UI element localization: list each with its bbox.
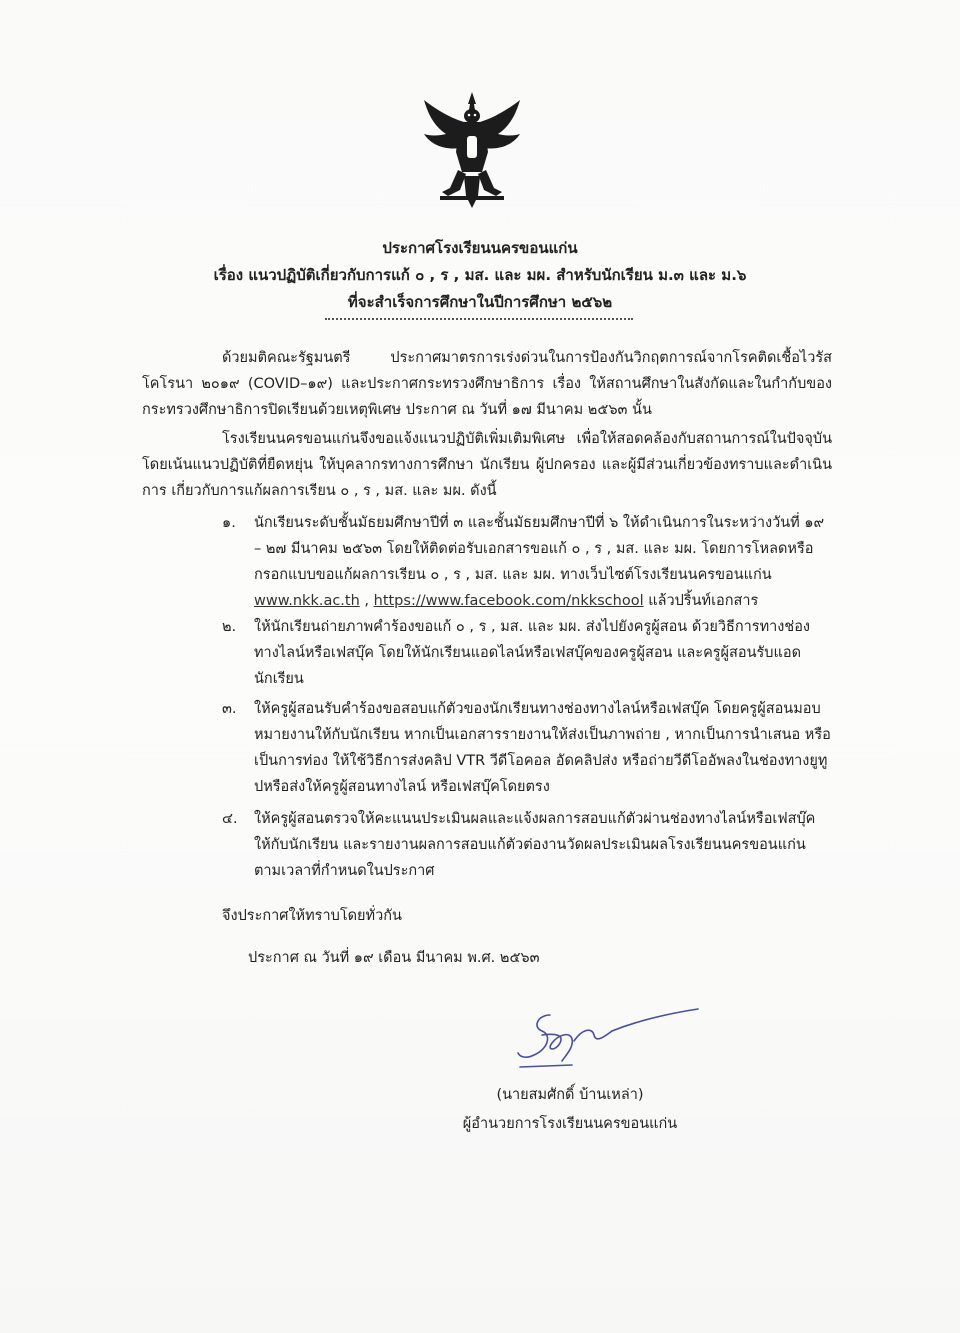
item-text: ให้ครูผู้สอนตรวจให้คะแนนประเมินผลและแจ้งผลการสอบแก้ตัวผ่านช่องทางไลน์หรือเฟสบุ๊คให้กับนักเรียน และรายงานผลการสอบแก้ตัวต่องานวัดผลประเมินผลโรงเรียนนครขอนแก่น ตามเวลาที่กำหนดในประกาศ <box>254 811 816 879</box>
facebook-page-link[interactable]: https://www.facebook.com/nkkschool <box>373 593 644 609</box>
signer-position: ผู้อำนวยการโรงเรียนนครขอนแก่น <box>462 1116 678 1132</box>
item-number: ๓. <box>222 701 237 717</box>
closing-statement: จึงประกาศให้ทราบโดยทั่วกัน <box>222 908 402 924</box>
announcement-subject-line2: ที่จะสำเร็จการศึกษาในปีการศึกษา ๒๕๖๒ <box>347 293 613 311</box>
dotted-divider <box>325 318 633 320</box>
item-number: ๔. <box>222 811 238 827</box>
item-suffix: แล้วปริ้นท์เอกสาร <box>643 593 759 609</box>
announcement-subject: เรื่อง แนวปฏิบัติเกี่ยวกับการแก้ ๐ , ร , มส. และ มผ. สำหรับนักเรียน ม.๓ และ ม.๖ <box>213 266 747 284</box>
link-separator: , <box>359 593 374 609</box>
announcement-title: ประกาศโรงเรียนนครขอนแก่น <box>382 239 578 257</box>
signer-name: (นายสมศักดิ์ บ้านเหล่า) <box>496 1087 644 1103</box>
second-paragraph: โรงเรียนนครขอนแก่นจึงขอแจ้งแนวปฏิบัติเพิ่มเติมพิเศษ เพื่อให้สอดคล้องกับสถานการณ์ในปัจจุบัน โดยเน้นแนวปฏิบัติที่ยืดหยุ่น ให้บุคลากรทางการศึกษา นักเรียน ผู้ปกครอง และผู้มีส่วนเกี่ยวข้องทราบและดำเนินการ เกี่ยวกับการแก้ผลการเรียน ๐ , ร , มส. และ มผ. ดังนี้ <box>142 431 832 499</box>
handwritten-signature <box>512 1005 702 1077</box>
intro-paragraph: ด้วยมติคณะรัฐมนตรี ประกาศมาตรการเร่งด่วนในการป้องกันวิกฤตการณ์จากโรคติดเชื้อไวรัสโคโรนา ๒๐๑๙ (COVID–๑๙) และประกาศกระทรวงศึกษาธิการ เรื่อง ให้สถานศึกษาในสังกัดและในกำกับของกระทรวงศึกษาธิการปิดเรียนด้วยเหตุพิเศษ ประกาศ ณ วันที่ ๑๗ มีนาคม ๒๕๖๓ นั้น <box>142 350 832 418</box>
guideline-item-3 <box>222 696 832 800</box>
guideline-item-2 <box>222 614 832 692</box>
announcement-date: ประกาศ ณ วันที่ ๑๙ เดือน มีนาคม พ.ศ. ๒๕๖๓ <box>248 950 540 966</box>
item-text: ให้นักเรียนถ่ายภาพคำร้องขอแก้ ๐ , ร , มส. และ มผ. ส่งไปยังครูผู้สอน ด้วยวิธีการทางช่องทางไลน์หรือเฟสบุ๊ค โดยให้นักเรียนแอดไลน์หรือเฟสบุ๊คของครูผู้สอน และครูผู้สอนรับแอดนักเรียน <box>254 619 810 687</box>
item-number: ๒. <box>222 619 237 635</box>
guideline-item-4 <box>222 806 832 884</box>
garuda-emblem-icon <box>420 92 524 208</box>
item-text: นักเรียนระดับชั้นมัธยมศึกษาปีที่ ๓ และชั้นมัธยมศึกษาปีที่ ๖ ให้ดำเนินการในระหว่างวันที่ ๑๙ – ๒๗ มีนาคม ๒๕๖๓ โดยให้ติดต่อรับเอกสารขอแก้ ๐ , ร , มส. และ มผ. โดยการโหลดหรือกรอกแบบขอแก้ผลการเรียน ๐ , ร , มส. และ มผ. ทางเว็บไซต์โรงเรียนนครขอนแก่น <box>254 515 825 583</box>
school-website-link[interactable]: www.nkk.ac.th <box>254 593 360 609</box>
item-text: ให้ครูผู้สอนรับคำร้องขอสอบแก้ตัวของนักเรียนทางช่องทางไลน์หรือเฟสบุ๊ค โดยครูผู้สอนมอบหมายงานให้กับนักเรียน หากเป็นเอกสารรายงานให้ส่งเป็นภาพถ่าย , หากเป็นการนำเสนอ หรือ เป็นการท่อง ให้ใช้วิธีการส่งคลิป VTR วีดีโอคอล อัดคลิปส่ง หรือถ่ายวีดีโออัพลงในช่องทางยูทูปหรือส่งให้ครูผู้สอนทางไลน์ หรือเฟสบุ๊คโดยตรง <box>254 701 831 795</box>
guideline-item-1 <box>222 510 832 614</box>
item-number: ๑. <box>222 515 236 531</box>
